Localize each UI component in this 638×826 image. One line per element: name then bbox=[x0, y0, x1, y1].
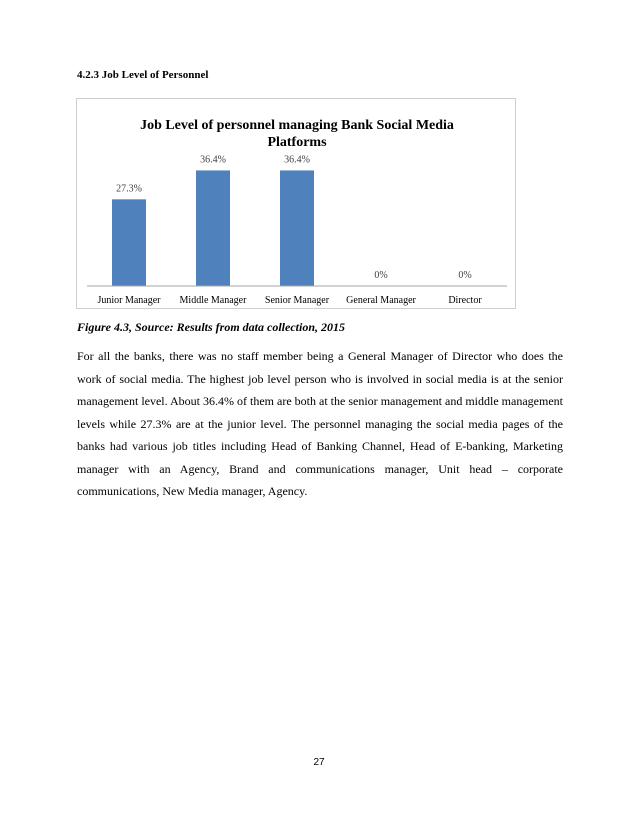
category-label-0: Junior Manager bbox=[97, 295, 161, 306]
category-label-2: Senior Manager bbox=[264, 295, 330, 306]
data-label-4: 0% bbox=[458, 270, 472, 281]
bar-chart bbox=[76, 98, 516, 309]
category-label-3: General Manager bbox=[346, 295, 416, 306]
data-label-2: 36.4% bbox=[284, 154, 310, 166]
bar-1 bbox=[196, 170, 230, 286]
chart-title-line-2: Platforms bbox=[267, 135, 327, 150]
body-paragraph: For all the banks, there was no staff member being a General Manager of Director who does the work of social media. The highest job level person who is involved in social media is at the senior management level. About 36.4% of them are both at the senior management and middle management levels while 27.3% are at the junior level. The personnel managing the social media pages of the banks had various job titles including Head of Banking Channel, Head of E-banking, Marketing manager with an Agency, Brand and communications manager, Unit head – corporate communications, New Media manager, Agency. bbox=[77, 349, 563, 498]
bar-0 bbox=[112, 199, 146, 286]
category-label-4: Director bbox=[448, 295, 482, 306]
section-heading: 4.2.3 Job Level of Personnel bbox=[77, 69, 209, 81]
bar-2 bbox=[280, 170, 314, 286]
bars-layer bbox=[112, 170, 314, 286]
chart-svg bbox=[77, 99, 517, 310]
page-number: 27 bbox=[313, 757, 325, 768]
figure-caption: Figure 4.3, Source: Results from data collection, 2015 bbox=[77, 320, 346, 334]
chart-title-line-1: Job Level of personnel managing Bank Social Media bbox=[140, 118, 454, 133]
data-label-0: 27.3% bbox=[116, 183, 142, 195]
data-label-3: 0% bbox=[374, 270, 388, 281]
category-label-1: Middle Manager bbox=[179, 295, 247, 306]
data-label-1: 36.4% bbox=[200, 154, 226, 166]
